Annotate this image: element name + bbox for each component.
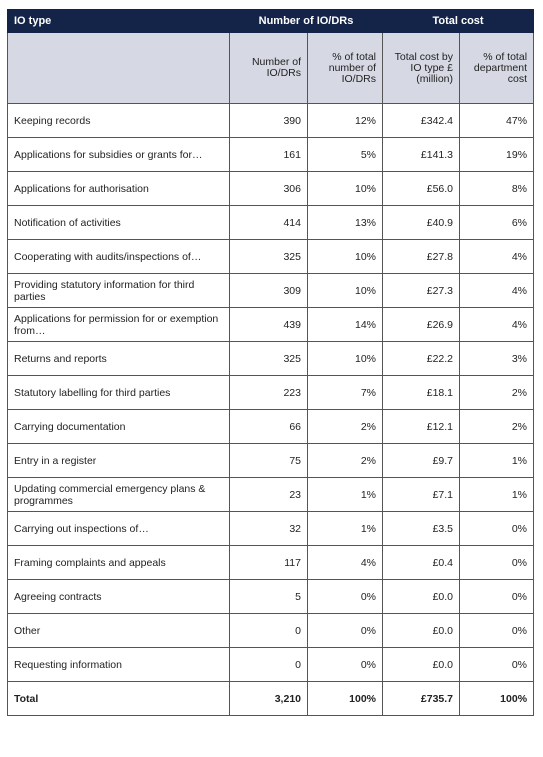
table-row — [8, 206, 534, 240]
row-cost: £26.9 — [383, 308, 460, 342]
row-cost: £0.4 — [383, 546, 460, 580]
row-pct-cost: 4% — [460, 240, 534, 274]
table-row — [8, 512, 534, 546]
row-cost: £18.1 — [383, 376, 460, 410]
table-row — [8, 478, 534, 512]
row-io-type: Applications for authorisation — [8, 172, 230, 206]
header-group-number: Number of IO/DRs — [230, 10, 383, 33]
row-number: 0 — [230, 614, 308, 648]
row-pct-number: 10% — [308, 172, 383, 206]
row-pct-number: 10% — [308, 240, 383, 274]
row-pct-cost: 2% — [460, 410, 534, 444]
table-row — [8, 410, 534, 444]
row-pct-number: 1% — [308, 478, 383, 512]
row-number: 5 — [230, 580, 308, 614]
row-pct-cost: 0% — [460, 512, 534, 546]
row-pct-number: 12% — [308, 104, 383, 138]
row-io-type: Cooperating with audits/inspections of… — [8, 240, 230, 274]
header-row-groups — [8, 10, 534, 33]
table-row — [8, 648, 534, 682]
row-number: 161 — [230, 138, 308, 172]
total-label: Total — [8, 682, 230, 716]
row-io-type: Carrying out inspections of… — [8, 512, 230, 546]
row-io-type: Providing statutory information for third parties — [8, 274, 230, 308]
row-number: 325 — [230, 240, 308, 274]
table-row — [8, 172, 534, 206]
header-row-sub — [8, 33, 534, 104]
header-blank — [8, 33, 230, 104]
header-pct-cost: % of total department cost — [460, 33, 534, 104]
total-row — [8, 682, 534, 716]
row-pct-cost: 8% — [460, 172, 534, 206]
row-io-type: Notification of activities — [8, 206, 230, 240]
row-number: 117 — [230, 546, 308, 580]
row-number: 66 — [230, 410, 308, 444]
row-pct-number: 0% — [308, 580, 383, 614]
row-io-type: Applications for permission for or exemption from… — [8, 308, 230, 342]
row-number: 439 — [230, 308, 308, 342]
row-io-type: Other — [8, 614, 230, 648]
table-row — [8, 104, 534, 138]
row-io-type: Carrying documentation — [8, 410, 230, 444]
row-io-type: Returns and reports — [8, 342, 230, 376]
row-pct-cost: 0% — [460, 580, 534, 614]
row-cost: £27.3 — [383, 274, 460, 308]
row-pct-number: 5% — [308, 138, 383, 172]
row-number: 0 — [230, 648, 308, 682]
row-number: 414 — [230, 206, 308, 240]
row-number: 306 — [230, 172, 308, 206]
table-row — [8, 240, 534, 274]
row-pct-cost: 2% — [460, 376, 534, 410]
row-io-type: Entry in a register — [8, 444, 230, 478]
header-group-cost: Total cost — [383, 10, 534, 33]
row-pct-cost: 1% — [460, 478, 534, 512]
table-body — [8, 104, 534, 682]
row-pct-cost: 6% — [460, 206, 534, 240]
total-number: 3,210 — [230, 682, 308, 716]
row-pct-number: 7% — [308, 376, 383, 410]
table-row — [8, 614, 534, 648]
row-number: 390 — [230, 104, 308, 138]
row-pct-cost: 4% — [460, 274, 534, 308]
table-row — [8, 308, 534, 342]
header-number: Number of IO/DRs — [230, 33, 308, 104]
row-cost: £22.2 — [383, 342, 460, 376]
table-row — [8, 376, 534, 410]
row-pct-number: 0% — [308, 614, 383, 648]
row-cost: £141.3 — [383, 138, 460, 172]
row-number: 32 — [230, 512, 308, 546]
row-cost: £56.0 — [383, 172, 460, 206]
row-number: 223 — [230, 376, 308, 410]
row-pct-cost: 1% — [460, 444, 534, 478]
row-pct-cost: 19% — [460, 138, 534, 172]
row-cost: £342.4 — [383, 104, 460, 138]
row-pct-cost: 0% — [460, 648, 534, 682]
row-number: 75 — [230, 444, 308, 478]
row-cost: £9.7 — [383, 444, 460, 478]
row-pct-cost: 3% — [460, 342, 534, 376]
row-io-type: Framing complaints and appeals — [8, 546, 230, 580]
table-row — [8, 444, 534, 478]
row-pct-number: 13% — [308, 206, 383, 240]
row-pct-cost: 4% — [460, 308, 534, 342]
row-number: 309 — [230, 274, 308, 308]
header-io-type: IO type — [8, 10, 230, 33]
row-io-type: Updating commercial emergency plans & programmes — [8, 478, 230, 512]
row-cost: £0.0 — [383, 580, 460, 614]
row-number: 23 — [230, 478, 308, 512]
header-pct-number: % of total number of IO/DRs — [308, 33, 383, 104]
total-pct-cost: 100% — [460, 682, 534, 716]
row-cost: £27.8 — [383, 240, 460, 274]
row-cost: £0.0 — [383, 614, 460, 648]
row-cost: £0.0 — [383, 648, 460, 682]
row-pct-number: 1% — [308, 512, 383, 546]
row-cost: £7.1 — [383, 478, 460, 512]
row-io-type: Requesting information — [8, 648, 230, 682]
table-row — [8, 274, 534, 308]
header-cost: Total cost by IO type £ (million) — [383, 33, 460, 104]
row-io-type: Agreeing contracts — [8, 580, 230, 614]
row-io-type: Keeping records — [8, 104, 230, 138]
row-pct-cost: 0% — [460, 614, 534, 648]
io-cost-table — [7, 9, 534, 716]
table-row — [8, 580, 534, 614]
row-cost: £12.1 — [383, 410, 460, 444]
row-cost: £3.5 — [383, 512, 460, 546]
table-row — [8, 546, 534, 580]
row-io-type: Statutory labelling for third parties — [8, 376, 230, 410]
row-pct-number: 0% — [308, 648, 383, 682]
row-pct-number: 10% — [308, 274, 383, 308]
total-pct-number: 100% — [308, 682, 383, 716]
row-io-type: Applications for subsidies or grants for… — [8, 138, 230, 172]
row-pct-number: 2% — [308, 410, 383, 444]
row-pct-number: 2% — [308, 444, 383, 478]
row-pct-number: 14% — [308, 308, 383, 342]
row-pct-number: 4% — [308, 546, 383, 580]
row-pct-cost: 47% — [460, 104, 534, 138]
row-pct-number: 10% — [308, 342, 383, 376]
table-row — [8, 342, 534, 376]
row-cost: £40.9 — [383, 206, 460, 240]
row-number: 325 — [230, 342, 308, 376]
row-pct-cost: 0% — [460, 546, 534, 580]
total-cost: £735.7 — [383, 682, 460, 716]
table-row — [8, 138, 534, 172]
